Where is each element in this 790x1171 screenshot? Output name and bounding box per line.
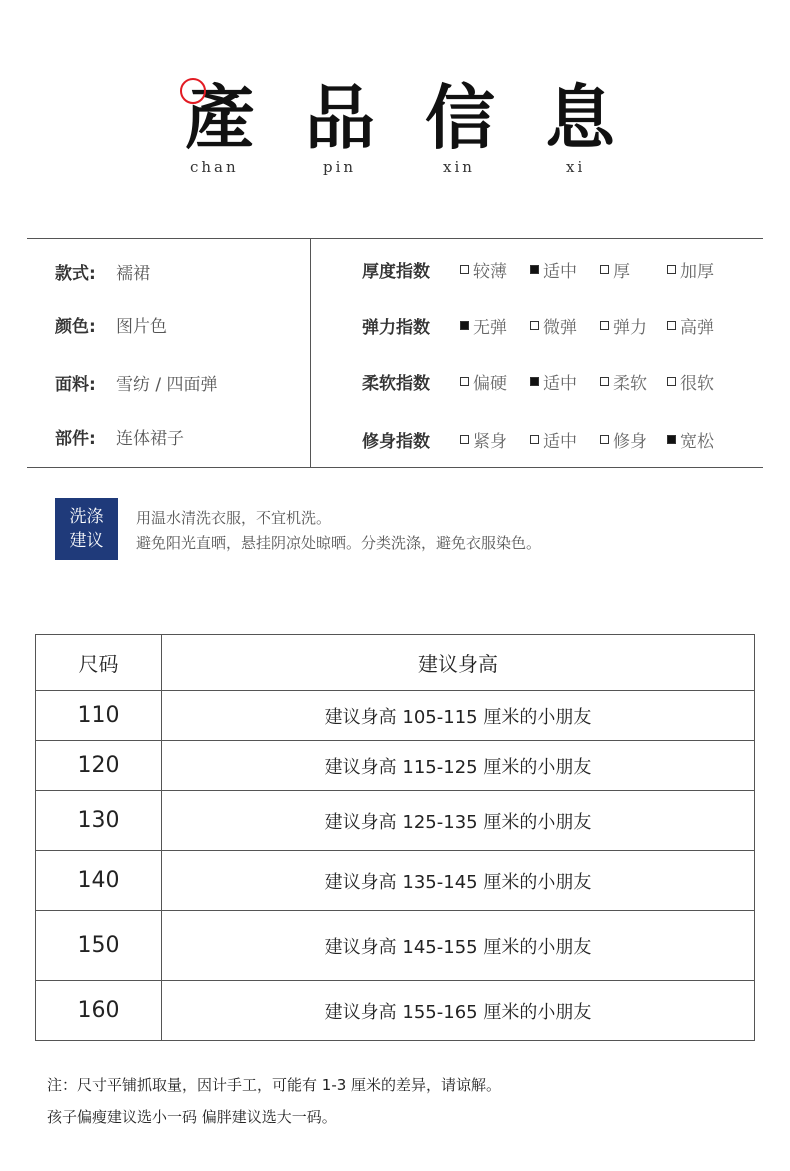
pinyin-2: pin (323, 158, 357, 176)
index-option-label: 高弹 (680, 318, 714, 338)
index-option (667, 313, 714, 338)
color-value: 图片色 (116, 317, 167, 337)
index-option-label: 宽松 (680, 432, 714, 452)
index-option-label: 适中 (543, 374, 577, 394)
height-header: 建议身高 (162, 635, 755, 691)
index-option (530, 313, 577, 338)
index-option-label: 适中 (543, 432, 577, 452)
unchecked-box-icon (600, 265, 609, 274)
title-char-3: 信 (425, 76, 495, 159)
fabric-value: 雪纺 / 四面弹 (116, 375, 218, 395)
height-cell: 建议身高 125-135 厘米的小朋友 (162, 791, 755, 851)
index-option (667, 257, 714, 282)
unchecked-box-icon (530, 321, 539, 330)
checked-box-icon (530, 377, 539, 386)
title-char-1: 產 (185, 76, 255, 159)
size-cell: 140 (36, 851, 162, 911)
index-option-label: 柔软 (613, 374, 647, 394)
parts-value: 连体裙子 (116, 429, 184, 449)
size-note: 注：尺寸平铺抓取量，因计手工，可能有 1-3 厘米的差异，请谅解。 (47, 1076, 502, 1094)
unchecked-box-icon (667, 377, 676, 386)
pinyin-4: xi (566, 158, 586, 176)
wash-badge-line2: 建议 (69, 531, 104, 551)
index-option-label: 加厚 (680, 262, 714, 282)
index-label: 弹力指数 (362, 318, 430, 338)
wash-badge-line1: 洗涤 (69, 507, 104, 527)
index-option-label: 微弹 (543, 318, 577, 338)
fabric-label: 面料: (55, 375, 96, 395)
index-option (530, 427, 577, 452)
checked-box-icon (667, 435, 676, 444)
checked-box-icon (460, 321, 469, 330)
unchecked-box-icon (667, 321, 676, 330)
index-option (460, 369, 507, 394)
size-table-header (36, 635, 755, 691)
index-option-label: 弹力 (613, 318, 647, 338)
table-row (36, 911, 755, 981)
color-label: 颜色: (55, 317, 96, 337)
index-option (530, 369, 577, 394)
index-option (667, 369, 714, 394)
size-header: 尺码 (36, 635, 162, 691)
unchecked-box-icon (667, 265, 676, 274)
index-option (460, 427, 507, 452)
height-cell: 建议身高 145-155 厘米的小朋友 (162, 911, 755, 981)
index-option (530, 257, 577, 282)
index-option-label: 紧身 (473, 432, 507, 452)
height-cell: 建议身高 135-145 厘米的小朋友 (162, 851, 755, 911)
size-cell: 130 (36, 791, 162, 851)
info-top-divider (27, 238, 763, 239)
index-option-label: 厚 (613, 262, 630, 282)
unchecked-box-icon (600, 435, 609, 444)
index-option-label: 较薄 (473, 262, 507, 282)
size-advice-note: 孩子偏瘦建议选小一码 偏胖建议选大一码。 (47, 1108, 337, 1126)
wash-instruction-2: 避免阳光直晒，悬挂阴凉处晾晒。分类洗涤，避免衣服染色。 (136, 534, 542, 552)
table-row (36, 741, 755, 791)
index-option (600, 257, 630, 282)
size-cell: 110 (36, 691, 162, 741)
index-option-label: 很软 (680, 374, 714, 394)
title-char-4: 息 (545, 76, 615, 159)
size-cell: 150 (36, 911, 162, 981)
index-option (600, 313, 647, 338)
pinyin-3: xin (443, 158, 475, 176)
index-option (600, 369, 647, 394)
index-option (460, 313, 507, 338)
index-option-label: 偏硬 (473, 374, 507, 394)
index-option-label: 无弹 (473, 318, 507, 338)
unchecked-box-icon (530, 435, 539, 444)
index-option (460, 257, 507, 282)
height-cell: 建议身高 155-165 厘米的小朋友 (162, 981, 755, 1041)
info-bottom-divider (27, 467, 763, 468)
table-row (36, 851, 755, 911)
size-cell: 160 (36, 981, 162, 1041)
table-row (36, 691, 755, 741)
table-row (36, 791, 755, 851)
unchecked-box-icon (460, 435, 469, 444)
index-option (667, 427, 714, 452)
index-option (600, 427, 647, 452)
index-option-label: 适中 (543, 262, 577, 282)
red-circle-decoration (180, 78, 206, 104)
parts-label: 部件: (55, 429, 96, 449)
unchecked-box-icon (600, 321, 609, 330)
size-table (35, 634, 755, 1041)
info-vertical-divider (310, 238, 311, 468)
wash-instruction-1: 用温水清洗衣服，不宜机洗。 (136, 509, 332, 527)
unchecked-box-icon (460, 377, 469, 386)
pinyin-1: chan (190, 158, 239, 176)
page-header (0, 70, 790, 190)
table-row (36, 981, 755, 1041)
style-value: 襦裙 (116, 264, 150, 284)
unchecked-box-icon (460, 265, 469, 274)
checked-box-icon (530, 265, 539, 274)
index-label: 柔软指数 (362, 374, 430, 394)
wash-advice-badge (55, 498, 118, 560)
size-cell: 120 (36, 741, 162, 791)
unchecked-box-icon (600, 377, 609, 386)
height-cell: 建议身高 115-125 厘米的小朋友 (162, 741, 755, 791)
height-cell: 建议身高 105-115 厘米的小朋友 (162, 691, 755, 741)
index-label: 厚度指数 (362, 262, 430, 282)
title-char-2: 品 (305, 76, 375, 159)
index-label: 修身指数 (362, 432, 430, 452)
style-label: 款式: (55, 264, 96, 284)
index-option-label: 修身 (613, 432, 647, 452)
